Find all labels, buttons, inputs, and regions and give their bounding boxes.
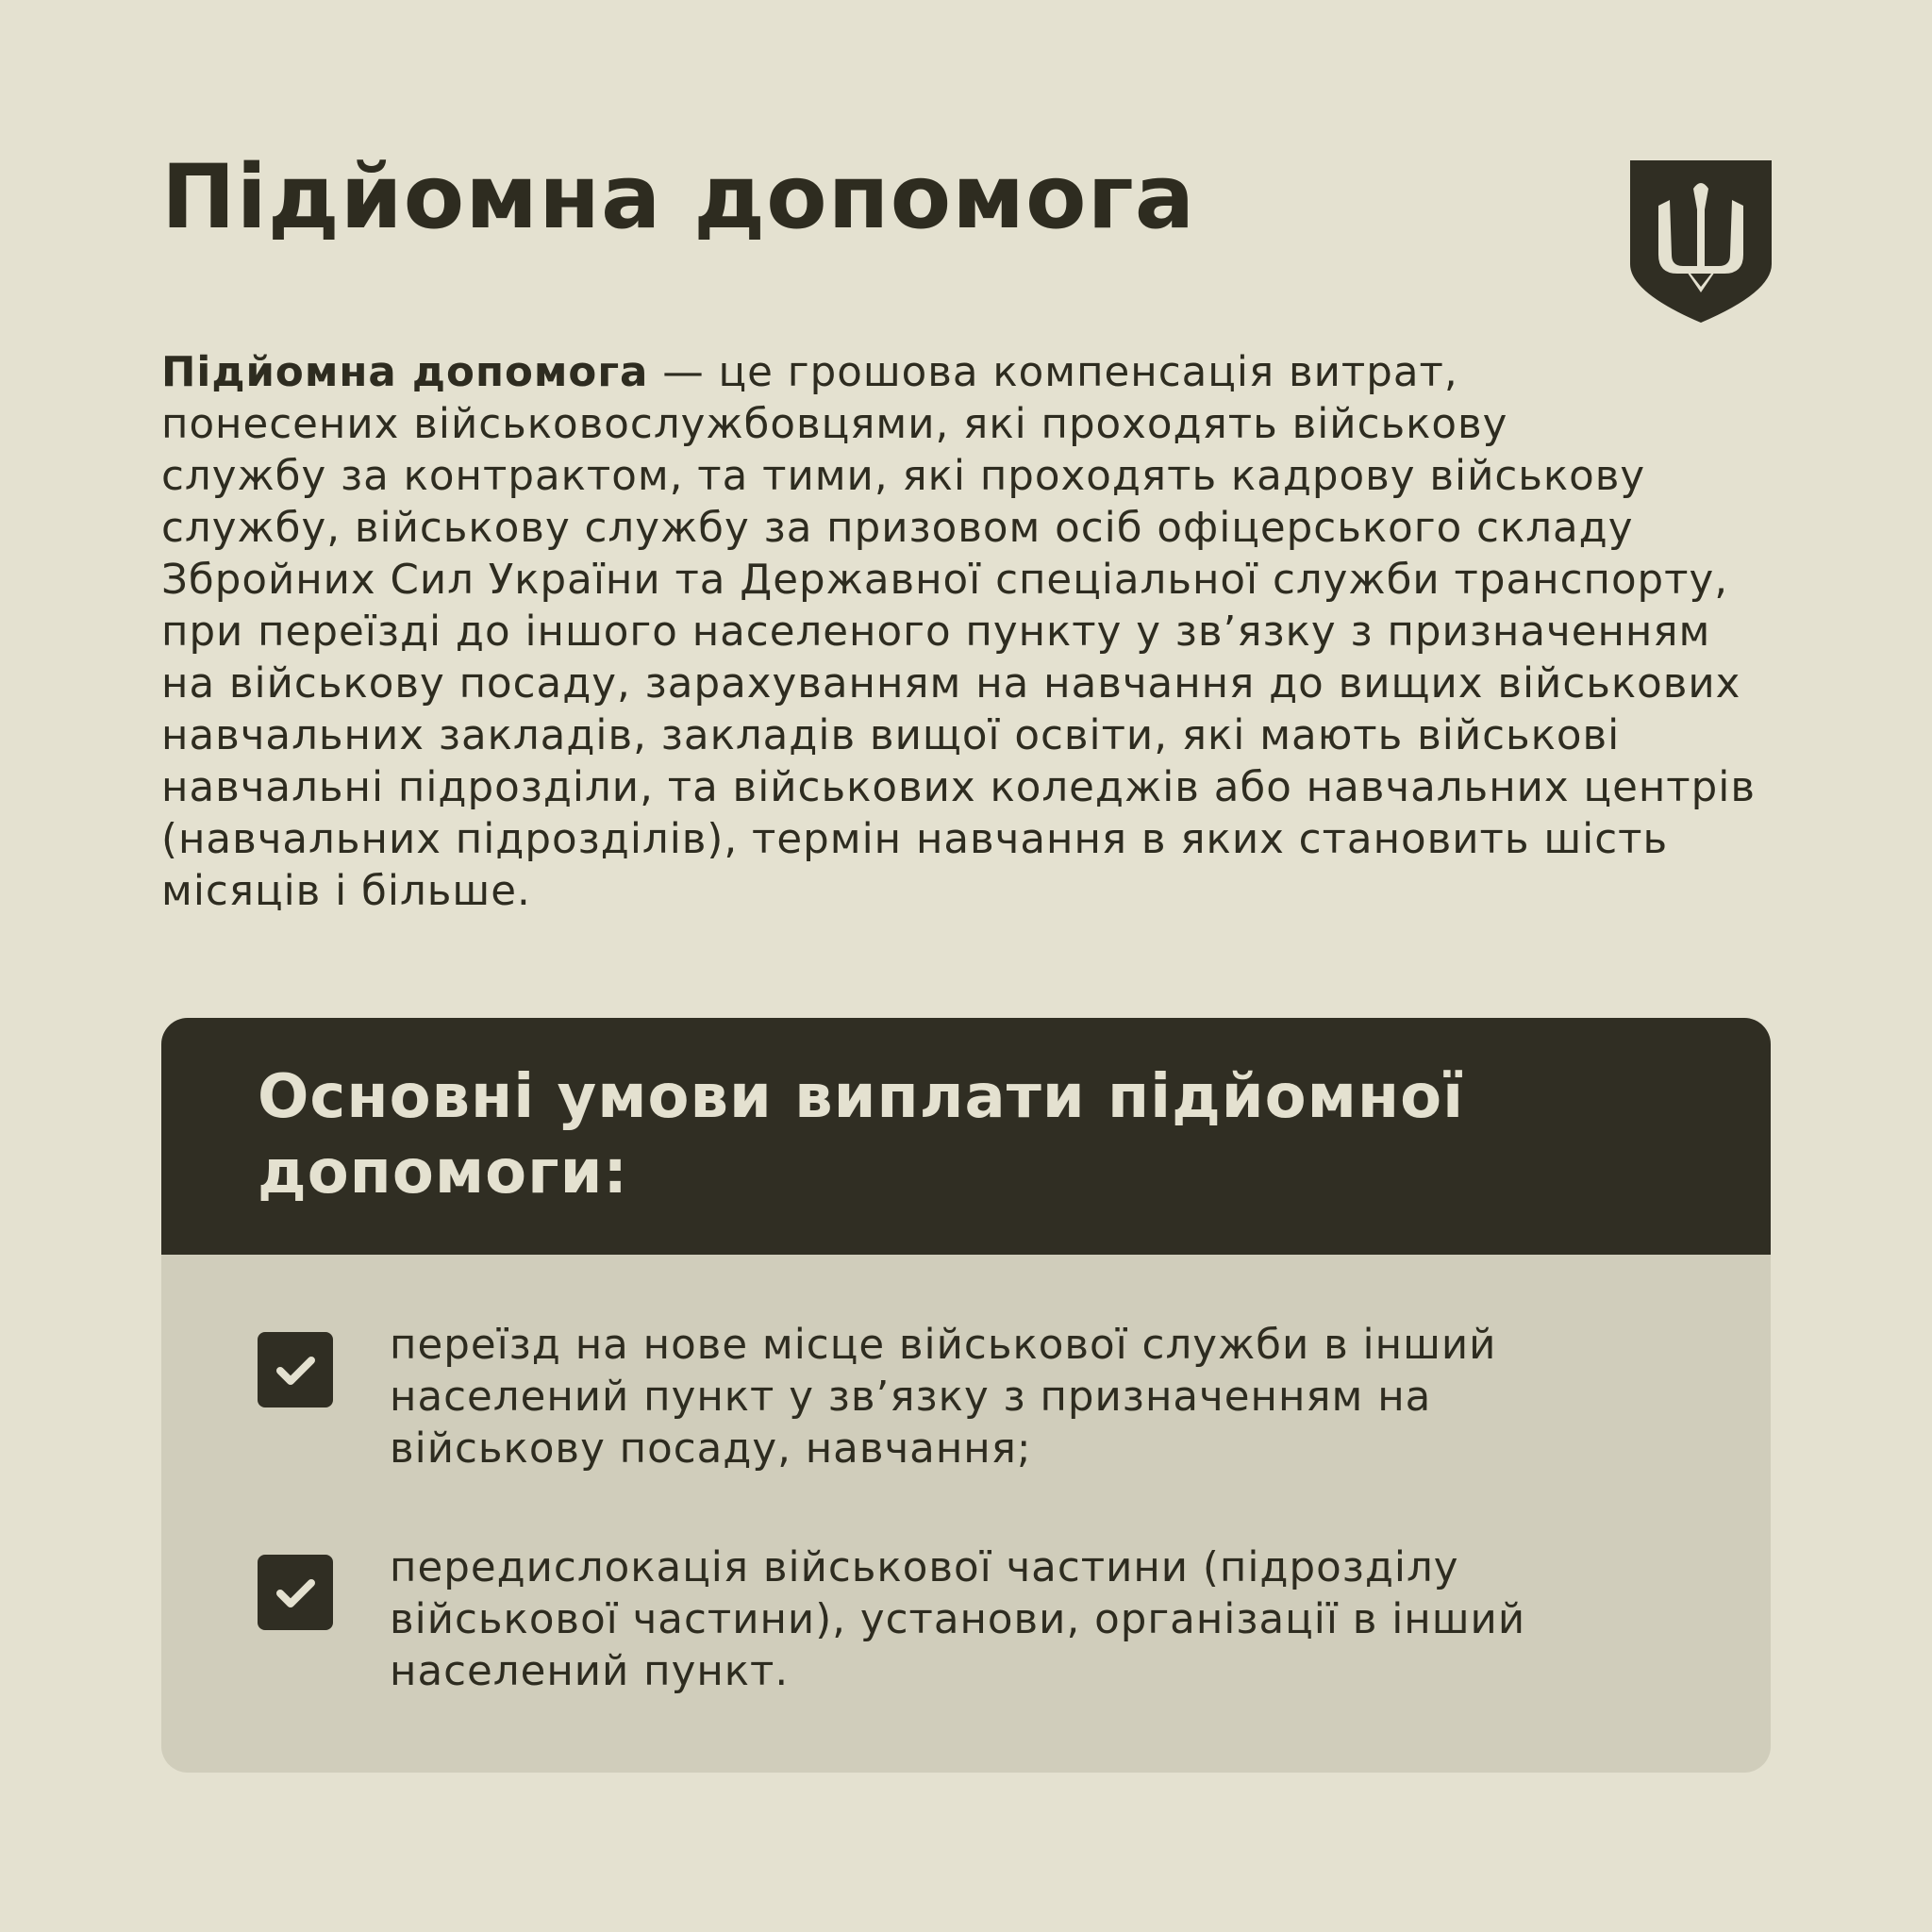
trident-shield-icon <box>1630 160 1772 323</box>
intro-line: навчальних закладів, закладів вищої освіти, які мають військові <box>161 712 1621 759</box>
condition-text <box>390 1542 1525 1698</box>
intro-line <box>161 347 1784 399</box>
intro-line: місяців і більше. <box>161 868 531 915</box>
intro-paragraph <box>161 347 1784 918</box>
condition-line: переїзд на нове місце військової служби в інший <box>390 1322 1497 1369</box>
conditions-card-header <box>161 1018 1771 1255</box>
condition-line: військової частини), установи, організації в інший <box>390 1596 1526 1643</box>
intro-line: службу за контрактом, та тими, які проходять кадрову військову <box>161 453 1646 500</box>
condition-line: населений пункт. <box>390 1648 790 1695</box>
intro-line: навчальні підрозділи, та військових коледжів або навчальних центрів <box>161 764 1756 811</box>
intro-line: при переїзді до іншого населеного пункту у зв’язку з призначенням <box>161 608 1711 656</box>
intro-term: Підйомна допомога <box>161 349 649 396</box>
condition-line: військову посаду, навчання; <box>390 1425 1032 1473</box>
conditions-title-line: допомоги: <box>258 1138 628 1208</box>
condition-text <box>390 1320 1496 1475</box>
condition-line: населений пункт у зв’язку з призначенням на <box>390 1374 1432 1421</box>
conditions-title <box>258 1059 1464 1210</box>
intro-line: понесених військовослужбовцями, які проходять військову <box>161 401 1508 448</box>
intro-line: (навчальних підрозділів), термін навчання в яких становить шість <box>161 816 1669 863</box>
checkmark-icon <box>258 1332 333 1407</box>
intro-line-text: — це грошова компенсація витрат, <box>648 349 1458 396</box>
checkmark-icon <box>258 1555 333 1630</box>
condition-line: передислокація військової частини (підрозділу <box>390 1544 1459 1591</box>
page-title: Підйомна допомога <box>161 146 1196 249</box>
intro-line: службу, військову службу за призовом осіб офіцерського складу <box>161 505 1634 552</box>
conditions-title-line: Основні умови виплати підйомної <box>258 1062 1465 1132</box>
intro-line: Збройних Сил України та Державної спеціальної служби транспорту, <box>161 557 1729 604</box>
intro-line: на військову посаду, зарахуванням на навчання до вищих військових <box>161 660 1741 708</box>
